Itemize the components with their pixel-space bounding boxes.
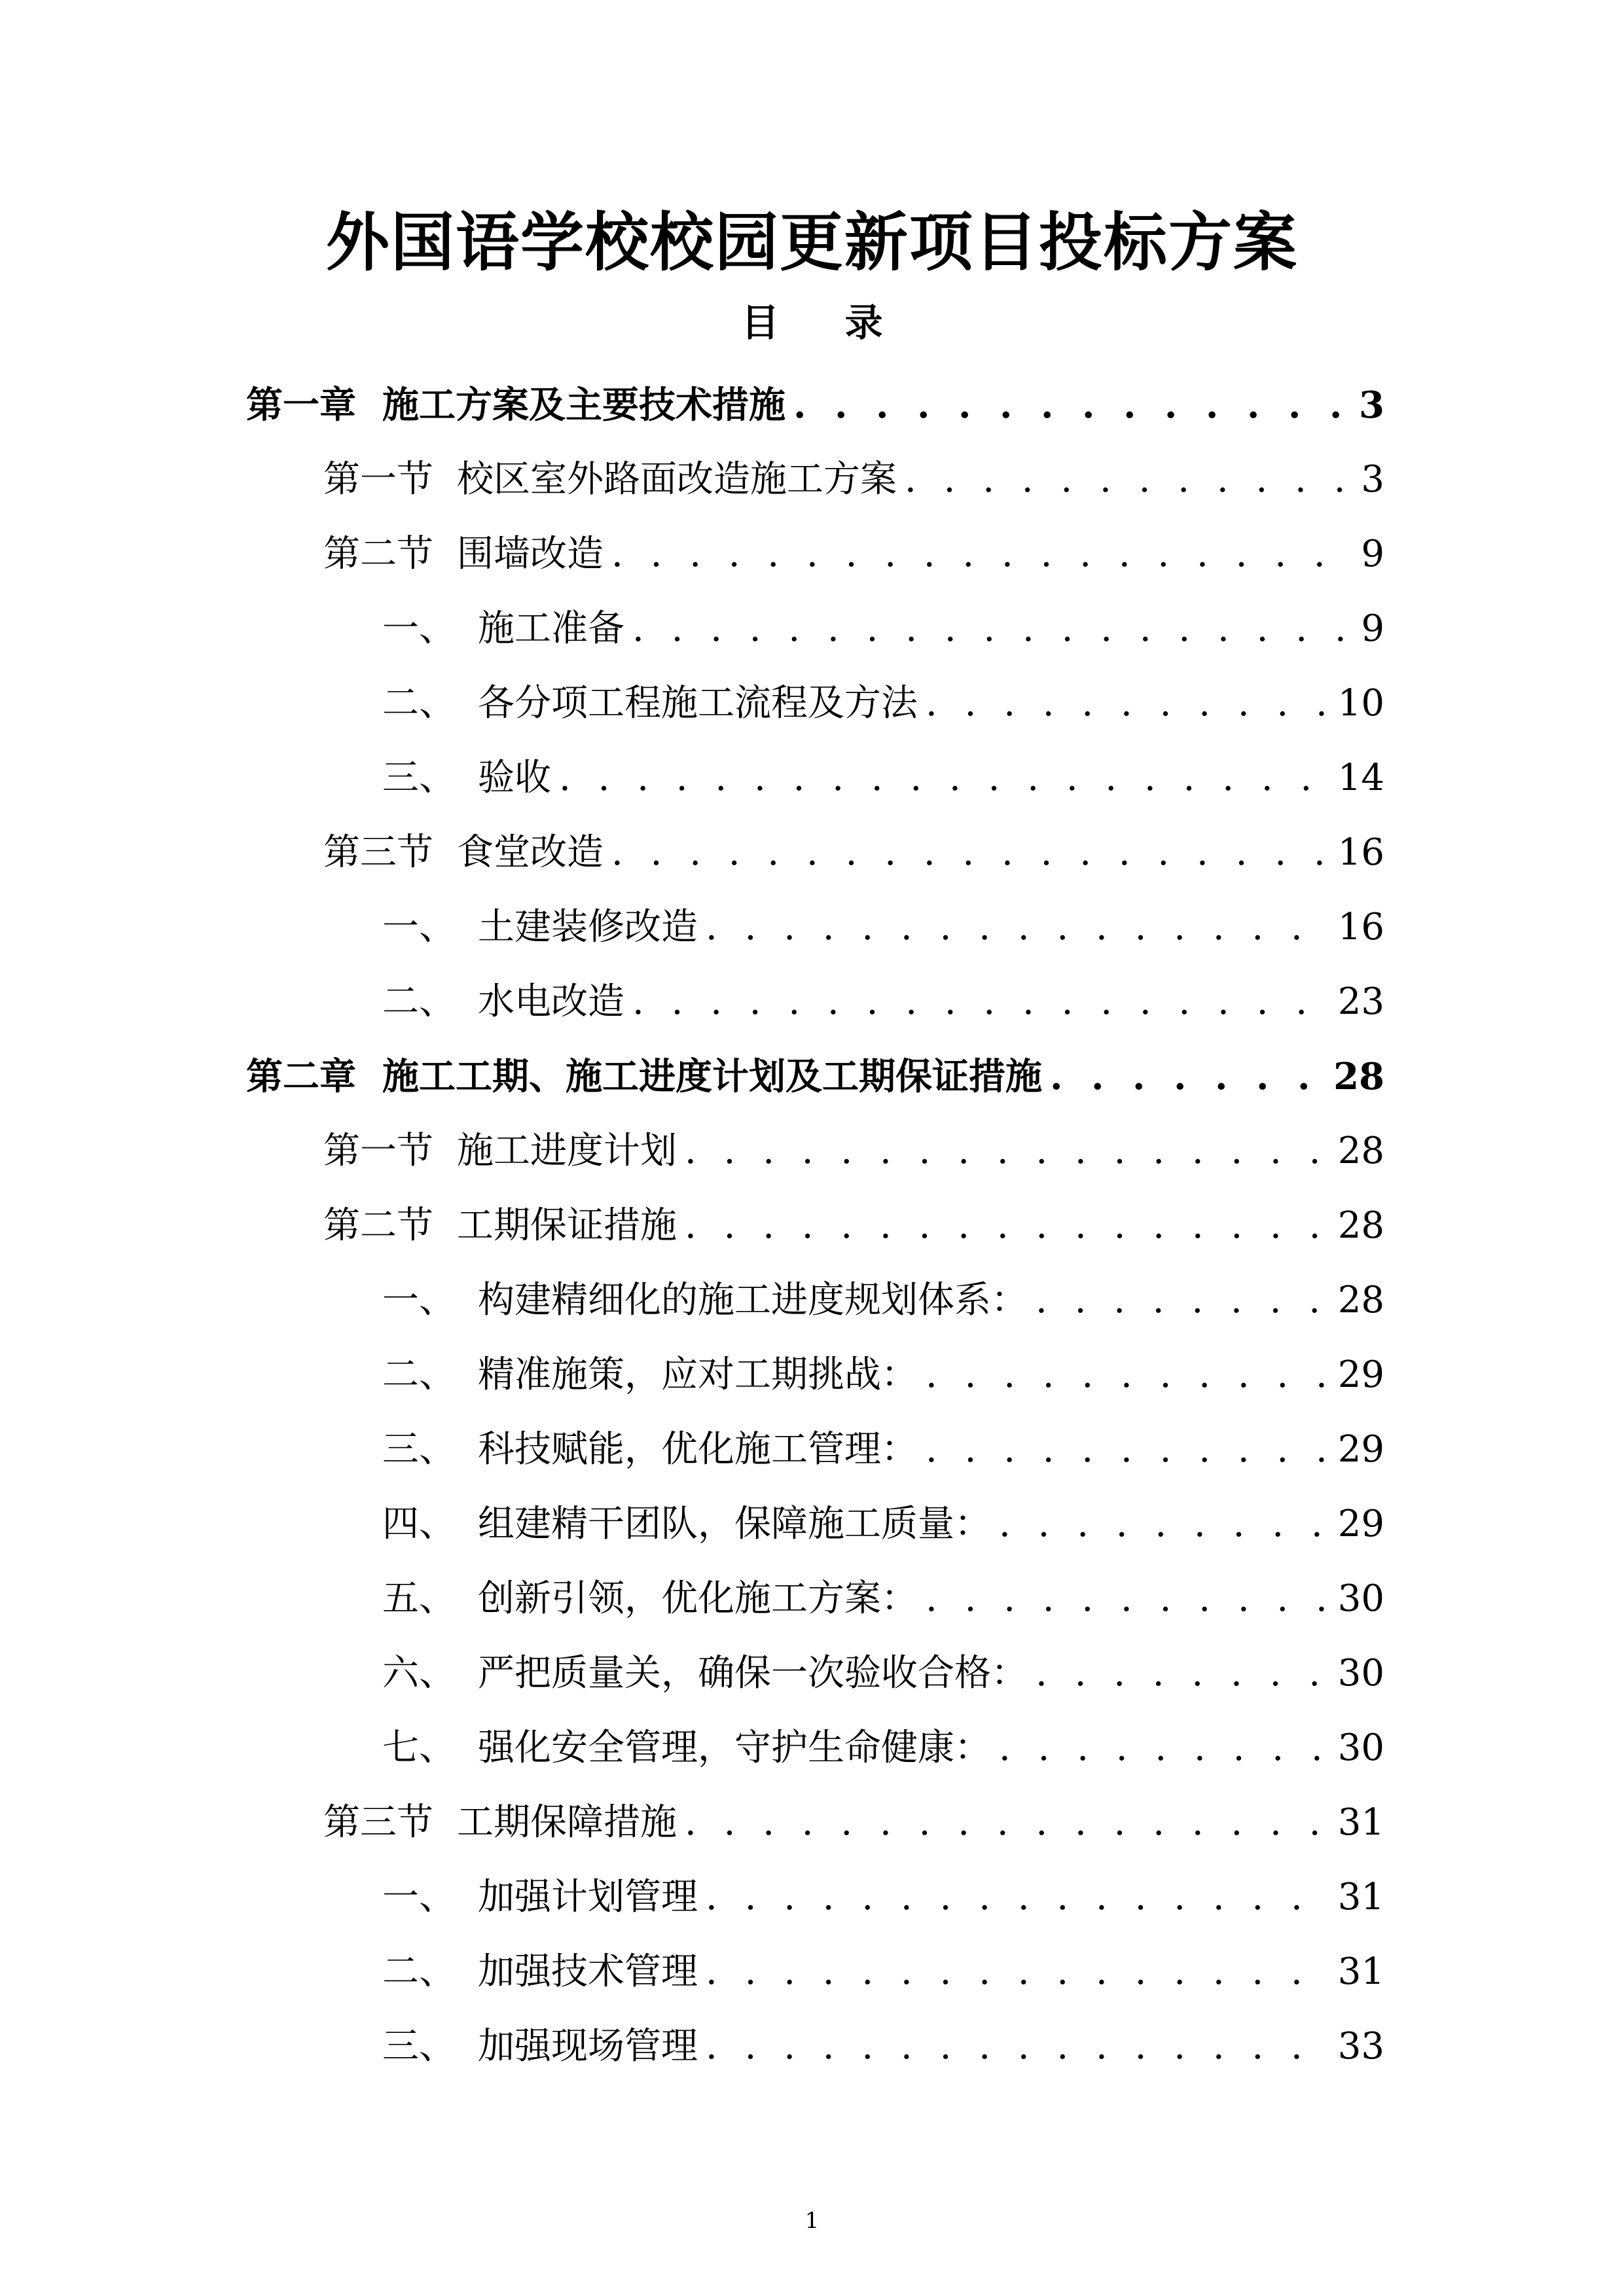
toc-entry-page: 33 xyxy=(1337,2025,1384,2068)
toc-entry-page: 16 xyxy=(1337,906,1384,948)
toc-dot-leader xyxy=(1036,1636,1331,1711)
toc-entry-page: 31 xyxy=(1337,1950,1384,1993)
toc-entry-page: 31 xyxy=(1337,1801,1384,1844)
toc-entry[interactable] xyxy=(382,1636,1384,1711)
toc-entry[interactable] xyxy=(323,1114,1384,1189)
toc-entry[interactable] xyxy=(382,2009,1384,2084)
toc-entry-label: 第一章 xyxy=(246,384,356,427)
toc-dot-leader xyxy=(1050,1039,1327,1114)
toc-entry[interactable] xyxy=(382,1338,1384,1412)
toc-entry[interactable] xyxy=(246,368,1384,442)
toc-entry-text: 创新引领，优化施工方案： xyxy=(478,1577,918,1620)
toc-dot-leader xyxy=(926,1562,1331,1636)
toc-dot-leader xyxy=(685,1189,1331,1263)
toc-entry-label: 第二章 xyxy=(246,1055,356,1098)
toc-entry-label: 第一节 xyxy=(323,1130,433,1172)
toc-entry-label: 第二节 xyxy=(323,533,433,575)
toc-heading: 目 录 xyxy=(741,300,909,345)
toc-dot-leader xyxy=(999,1487,1331,1562)
toc-entry[interactable] xyxy=(382,666,1384,741)
toc-entry-label: 一、 xyxy=(382,906,456,948)
toc-dot-leader xyxy=(999,1711,1331,1785)
toc-entry-page: 3 xyxy=(1361,458,1384,501)
toc-entry[interactable] xyxy=(382,890,1384,965)
toc-entry-label: 二、 xyxy=(382,1950,456,1993)
toc-entry-label: 二、 xyxy=(382,1354,456,1396)
toc-entry-label: 二、 xyxy=(382,980,456,1023)
toc-entry-text: 加强计划管理 xyxy=(478,1876,698,1918)
toc-entry-page: 30 xyxy=(1337,1577,1384,1620)
toc-entry-page: 30 xyxy=(1337,1652,1384,1695)
toc-dot-leader xyxy=(706,890,1331,965)
toc-entry-label: 三、 xyxy=(382,2025,456,2068)
toc-dot-leader xyxy=(632,592,1354,666)
toc-entry[interactable] xyxy=(382,1487,1384,1562)
toc-entry-text: 施工方案及主要技术措施 xyxy=(382,384,785,427)
toc-entry-label: 一、 xyxy=(382,1876,456,1918)
toc-entry-label: 一、 xyxy=(382,1279,456,1321)
toc-dot-leader xyxy=(685,1785,1331,1860)
toc-entry-text: 施工工期、施工进度计划及工期保证措施 xyxy=(382,1055,1042,1098)
toc-dot-leader xyxy=(685,1114,1331,1189)
toc-entry[interactable] xyxy=(382,1711,1384,1785)
toc-entry-page: 16 xyxy=(1337,831,1384,874)
table-of-contents xyxy=(0,368,1624,2070)
toc-entry-page: 28 xyxy=(1333,1055,1384,1098)
toc-entry-text: 验收 xyxy=(478,757,551,799)
toc-entry-page: 10 xyxy=(1337,682,1384,725)
toc-entry-label: 四、 xyxy=(382,1503,456,1545)
toc-entry-page: 29 xyxy=(1337,1354,1384,1396)
toc-entry[interactable] xyxy=(323,816,1384,890)
toc-entry[interactable] xyxy=(382,1412,1384,1487)
toc-entry-page: 31 xyxy=(1337,1876,1384,1918)
toc-entry-page: 3 xyxy=(1359,384,1384,427)
toc-entry[interactable] xyxy=(323,517,1384,592)
toc-entry-page: 28 xyxy=(1337,1279,1384,1321)
toc-entry-text: 食堂改造 xyxy=(457,831,604,874)
toc-entry-text: 精准施策，应对工期挑战： xyxy=(478,1354,918,1396)
toc-entry-page: 29 xyxy=(1337,1503,1384,1545)
toc-dot-leader xyxy=(611,517,1354,592)
toc-entry-text: 施工准备 xyxy=(478,607,624,650)
toc-entry-text: 加强技术管理 xyxy=(478,1950,698,1993)
toc-entry-text: 土建装修改造 xyxy=(478,906,698,948)
toc-entry-label: 第三节 xyxy=(323,831,433,874)
toc-dot-leader xyxy=(926,1338,1331,1412)
toc-dot-leader xyxy=(632,965,1331,1039)
toc-dot-leader xyxy=(793,368,1352,442)
toc-entry[interactable] xyxy=(323,1785,1384,1860)
toc-entry-label: 六、 xyxy=(382,1652,456,1695)
toc-entry[interactable] xyxy=(382,1935,1384,2009)
toc-entry[interactable] xyxy=(323,1189,1384,1263)
toc-entry-label: 三、 xyxy=(382,1428,456,1471)
toc-entry[interactable] xyxy=(382,1263,1384,1338)
toc-entry-label: 第三节 xyxy=(323,1801,433,1844)
toc-entry-label: 七、 xyxy=(382,1727,456,1769)
toc-dot-leader xyxy=(559,741,1331,816)
toc-entry-page: 14 xyxy=(1337,757,1384,799)
toc-entry-text: 严把质量关，确保一次验收合格： xyxy=(478,1652,1028,1695)
toc-entry-text: 科技赋能，优化施工管理： xyxy=(478,1428,918,1471)
toc-entry-text: 水电改造 xyxy=(478,980,624,1023)
toc-dot-leader xyxy=(706,1860,1331,1935)
toc-dot-leader xyxy=(1036,1263,1331,1338)
toc-dot-leader xyxy=(706,2009,1331,2084)
toc-entry[interactable] xyxy=(382,1562,1384,1636)
toc-entry-text: 强化安全管理，守护生命健康： xyxy=(478,1727,991,1769)
toc-entry[interactable] xyxy=(323,442,1384,517)
document-title: 外国语学校校园更新项目投标方案 xyxy=(326,205,1298,279)
toc-dot-leader xyxy=(926,666,1331,741)
toc-entry[interactable] xyxy=(382,592,1384,666)
toc-entry-page: 30 xyxy=(1337,1727,1384,1769)
toc-dot-leader xyxy=(905,442,1354,517)
toc-entry-label: 一、 xyxy=(382,607,456,650)
toc-entry[interactable] xyxy=(246,1039,1384,1114)
toc-entry-text: 围墙改造 xyxy=(457,533,604,575)
toc-entry-page: 28 xyxy=(1337,1204,1384,1247)
toc-entry-text: 校区室外路面改造施工方案 xyxy=(457,458,897,501)
toc-entry-page: 9 xyxy=(1361,607,1384,650)
toc-entry-page: 9 xyxy=(1361,533,1384,575)
toc-entry-text: 施工进度计划 xyxy=(457,1130,677,1172)
toc-entry-text: 组建精干团队，保障施工质量： xyxy=(478,1503,991,1545)
toc-entry-text: 各分项工程施工流程及方法 xyxy=(478,682,918,725)
toc-entry-text: 工期保证措施 xyxy=(457,1204,677,1247)
toc-entry[interactable] xyxy=(382,1860,1384,1935)
toc-entry-page: 23 xyxy=(1337,980,1384,1023)
toc-entry-label: 二、 xyxy=(382,682,456,725)
toc-dot-leader xyxy=(926,1412,1331,1487)
toc-entry[interactable] xyxy=(382,741,1384,816)
toc-dot-leader xyxy=(611,816,1331,890)
page-number: 1 xyxy=(804,2208,820,2234)
toc-entry-text: 构建精细化的施工进度规划体系： xyxy=(478,1279,1028,1321)
toc-entry-page: 29 xyxy=(1337,1428,1384,1471)
toc-dot-leader xyxy=(706,1935,1331,2009)
toc-entry-page: 28 xyxy=(1337,1130,1384,1172)
toc-entry-label: 第二节 xyxy=(323,1204,433,1247)
toc-entry[interactable] xyxy=(382,965,1384,1039)
toc-entry-label: 三、 xyxy=(382,757,456,799)
toc-entry-label: 第一节 xyxy=(323,458,433,501)
toc-entry-text: 加强现场管理 xyxy=(478,2025,698,2068)
toc-entry-label: 五、 xyxy=(382,1577,456,1620)
toc-entry-text: 工期保障措施 xyxy=(457,1801,677,1844)
